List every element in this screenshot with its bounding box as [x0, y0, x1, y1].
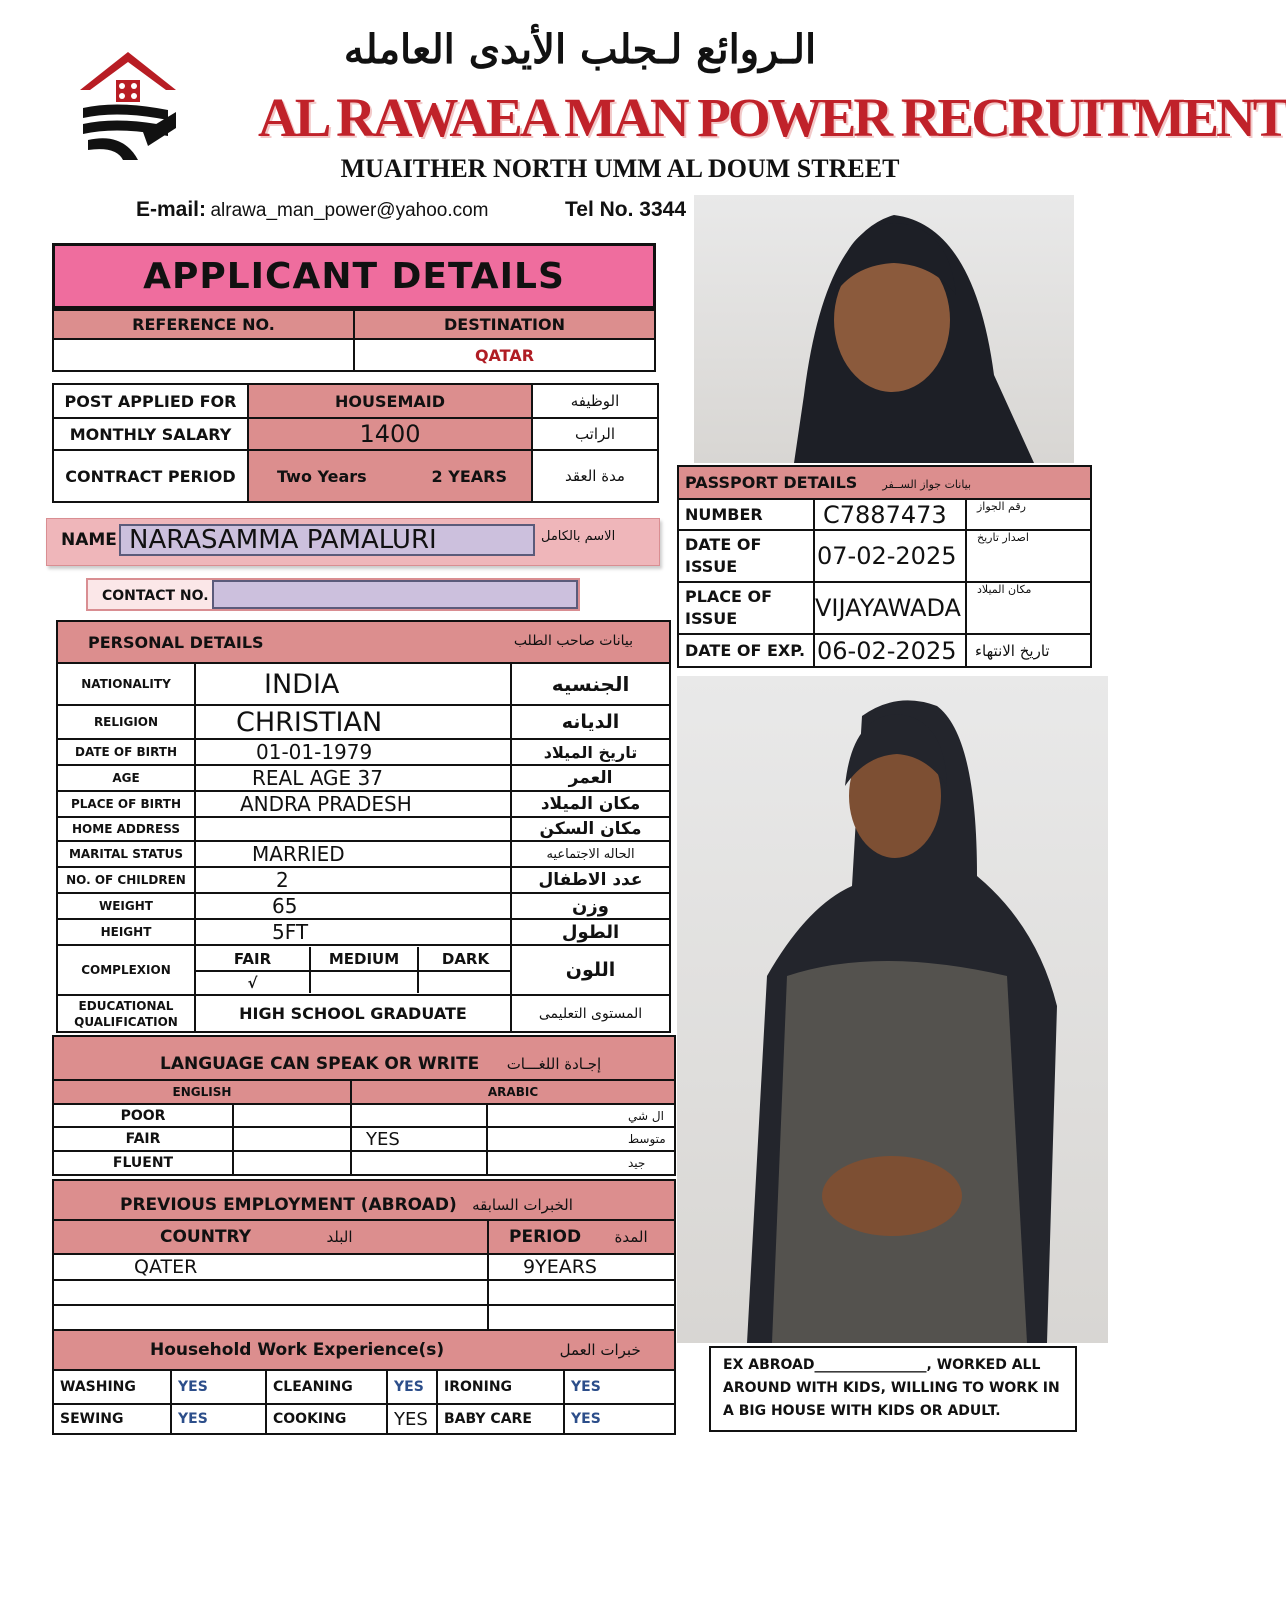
place-of-birth-value: ANDRA PRADESH: [195, 791, 511, 817]
height-value: 5FT: [195, 919, 511, 945]
english-column: ENGLISH: [53, 1080, 351, 1104]
marital-status-label: MARITAL STATUS: [57, 841, 195, 867]
passport-heading: PASSPORT DETAILS: [685, 473, 858, 492]
age-label: AGE: [57, 765, 195, 791]
company-address: MUAITHER NORTH UMM AL DOUM STREET: [340, 154, 900, 183]
company-logo: [78, 50, 178, 162]
salary-label: MONTHLY SALARY: [53, 418, 248, 450]
applicant-photo-portrait: [694, 195, 1074, 463]
skill-ironing-value: YES: [564, 1370, 675, 1404]
reference-value: [53, 339, 354, 371]
employment-table: [52, 1179, 676, 1331]
personal-heading: PERSONAL DETAILS: [88, 632, 264, 652]
issue-date-value: 07-02-2025: [814, 530, 966, 582]
name-value[interactable]: NARASAMMA PAMALURI: [119, 524, 535, 556]
skill-cleaning-label: CLEANING: [266, 1370, 387, 1404]
complexion-dark-mark: [418, 971, 512, 993]
marital-status-value: MARRIED: [195, 841, 511, 867]
height-label: HEIGHT: [57, 919, 195, 945]
complexion-dark: DARK: [418, 947, 512, 971]
skill-cleaning-value: YES: [387, 1370, 437, 1404]
issue-date-arabic: اصدار تاريخ: [966, 530, 1091, 582]
issue-date-label: DATE OF ISSUE: [678, 530, 814, 582]
home-address-label: HOME ADDRESS: [57, 817, 195, 841]
expiry-date-value: 06-02-2025: [814, 634, 966, 667]
telephone: Tel No. 3344: [565, 198, 686, 221]
dob-label: DATE OF BIRTH: [57, 739, 195, 765]
name-arabic: الاسم بالكامل: [541, 529, 616, 544]
company-name: AL RAWAEA MAN POWER RECRUITMENT: [258, 87, 1286, 148]
name-label: NAME: [61, 530, 117, 550]
complexion-medium-mark: [310, 971, 418, 993]
company-title-arabic: الـروائع لـجلب الأيدى العامله: [343, 26, 817, 73]
children-arabic: عدد الاطفال: [511, 867, 670, 893]
remarks-box: EX ABROAD________________, WORKED ALL AROUND WITH KIDS, WILLING TO WORK IN A BIG HOUSE WITH KIDS OR ADULT.: [709, 1346, 1077, 1432]
complexion-grid: [196, 947, 512, 993]
period-label: PERIOD: [509, 1227, 582, 1247]
level-poor-label: POOR: [53, 1104, 233, 1127]
skill-baby-care-value: YES: [564, 1404, 675, 1434]
religion-label: RELIGION: [57, 705, 195, 739]
education-arabic: المستوى التعليمى: [511, 995, 670, 1032]
level-fair-label: FAIR: [53, 1127, 233, 1151]
country-arabic: البلد: [326, 1228, 353, 1246]
education-value: HIGH SCHOOL GRADUATE: [195, 995, 511, 1032]
place-of-issue-value: VIJAYAWADA: [814, 582, 966, 634]
household-heading-arabic: خبرات العمل: [559, 1341, 641, 1359]
skill-sewing-label: SEWING: [53, 1404, 171, 1434]
job-table: [52, 383, 659, 503]
salary-arabic: الراتب: [532, 418, 658, 450]
skill-cooking-label: COOKING: [266, 1404, 387, 1434]
marital-status-arabic: الحاله الاجتماعيه: [511, 841, 670, 867]
contract-label: CONTRACT PERIOD: [53, 450, 248, 502]
reference-label: REFERENCE NO.: [53, 310, 354, 339]
home-address-arabic: مكان السكن: [511, 817, 670, 841]
personal-details-table: [56, 620, 671, 1033]
personal-heading-arabic: بيانات صاحب الطلب: [513, 632, 634, 649]
complexion-fair: FAIR: [196, 947, 310, 971]
dob-arabic: تاريخ الميلاد: [511, 739, 670, 765]
email-value[interactable]: alrawa_man_power@yahoo.com: [210, 200, 489, 221]
level-fair-arabic: YES: [351, 1127, 487, 1151]
email-label: E-mail:: [136, 198, 207, 221]
employment-country-1: QATER: [53, 1254, 488, 1280]
place-of-issue-arabic: مكان الميلاد: [966, 582, 1091, 634]
skill-ironing-label: IRONING: [437, 1370, 564, 1404]
religion-arabic: الديانه: [511, 705, 670, 739]
portrait-figure: [694, 195, 1074, 463]
contact-line: [136, 198, 489, 222]
height-arabic: الطول: [511, 919, 670, 945]
passport-heading-arabic: بيانات جواز الســفر: [882, 478, 972, 491]
weight-arabic: وزن: [511, 893, 670, 919]
complexion-arabic: اللون: [511, 945, 670, 995]
skill-washing-label: WASHING: [53, 1370, 171, 1404]
arabic-column: ARABIC: [351, 1080, 675, 1104]
children-label: NO. OF CHILDREN: [57, 867, 195, 893]
full-body-figure: [677, 676, 1108, 1343]
name-row: [46, 518, 660, 566]
skill-washing-value: YES: [171, 1370, 266, 1404]
employment-heading-arabic: الخبرات السابقه: [472, 1196, 573, 1214]
dob-value: 01-01-1979: [195, 739, 511, 765]
religion-value: CHRISTIAN: [195, 705, 511, 739]
employment-heading: PREVIOUS EMPLOYMENT (ABROAD): [120, 1195, 457, 1215]
country-label: COUNTRY: [160, 1227, 252, 1247]
post-value: HOUSEMAID: [248, 384, 532, 418]
place-of-birth-arabic: مكان الميلاد: [511, 791, 670, 817]
education-label: EDUCATIONAL QUALIFICATION: [57, 995, 195, 1032]
contract-value-text: Two Years: [277, 466, 367, 486]
contract-value: [248, 450, 532, 502]
place-of-birth-label: PLACE OF BIRTH: [57, 791, 195, 817]
age-arabic: العمر: [511, 765, 670, 791]
skill-cooking-value: YES: [387, 1404, 437, 1434]
employment-period-1: 9YEARS: [488, 1254, 675, 1280]
destination-label: DESTINATION: [354, 310, 655, 339]
applicant-photo-full: [677, 676, 1108, 1343]
contract-arabic: مدة العقد: [532, 450, 658, 502]
place-of-issue-label: PLACE OF ISSUE: [678, 582, 814, 634]
level-poor-arabic: [351, 1104, 487, 1127]
passport-table: [677, 465, 1092, 668]
nationality-arabic: الجنسيه: [511, 663, 670, 705]
contact-value[interactable]: [212, 580, 578, 609]
expiry-date-arabic: تاريخ الانتهاء: [966, 634, 1091, 667]
children-value: 2: [195, 867, 511, 893]
employment-period-2: [488, 1280, 675, 1305]
expiry-date-label: DATE OF EXP.: [678, 634, 814, 667]
weight-value: 65: [195, 893, 511, 919]
passport-number-value: C7887473: [814, 499, 966, 530]
age-value: REAL AGE 37: [195, 765, 511, 791]
period-arabic: المدة: [614, 1228, 648, 1246]
home-address-value: [195, 817, 511, 841]
employment-country-3: [53, 1305, 488, 1330]
level-poor-ar-text: ال شي: [487, 1104, 675, 1127]
complexion-label: COMPLEXION: [57, 945, 195, 995]
level-fluent-english: [233, 1151, 351, 1175]
nationality-value: INDIA: [195, 663, 511, 705]
post-label: POST APPLIED FOR: [53, 384, 248, 418]
reference-table: [52, 309, 656, 372]
skill-sewing-value: YES: [171, 1404, 266, 1434]
level-fair-english: [233, 1127, 351, 1151]
nationality-label: NATIONALITY: [57, 663, 195, 705]
employment-period-3: [488, 1305, 675, 1330]
complexion-medium: MEDIUM: [310, 947, 418, 971]
level-poor-english: [233, 1104, 351, 1127]
contract-value-years: 2 YEARS: [431, 466, 507, 486]
contact-label: CONTACT NO.: [102, 588, 209, 604]
level-fluent-ar-text: جيد: [487, 1151, 675, 1175]
salary-value: 1400: [248, 418, 532, 450]
household-heading: Household Work Experience(s): [150, 1340, 445, 1360]
post-arabic: الوظيفه: [532, 384, 658, 418]
language-heading-arabic: إجـادة اللغـــات: [506, 1055, 602, 1073]
applicant-details-heading: APPLICANT DETAILS: [52, 243, 656, 309]
language-heading: LANGUAGE CAN SPEAK OR WRITE: [160, 1054, 480, 1074]
level-fluent-arabic: [351, 1151, 487, 1175]
complexion-fair-mark: √: [196, 971, 310, 993]
language-table: [52, 1035, 676, 1176]
destination-value: QATAR: [354, 339, 655, 371]
contact-row: [86, 578, 580, 611]
weight-label: WEIGHT: [57, 893, 195, 919]
passport-number-label: NUMBER: [678, 499, 814, 530]
level-fair-ar-text: متوسط: [487, 1127, 675, 1151]
household-table: [52, 1329, 676, 1435]
employment-country-2: [53, 1280, 488, 1305]
passport-number-arabic: رقم الجواز: [966, 499, 1091, 530]
skill-baby-care-label: BABY CARE: [437, 1404, 564, 1434]
level-fluent-label: FLUENT: [53, 1151, 233, 1175]
